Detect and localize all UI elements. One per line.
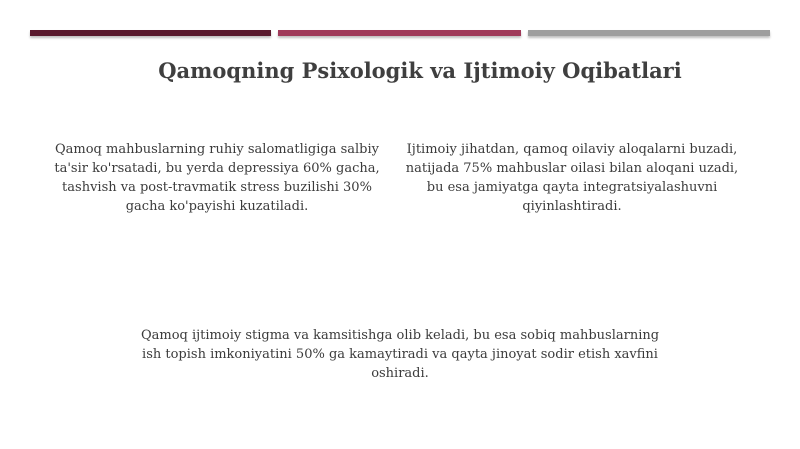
accent-bar-gray <box>528 30 770 36</box>
paragraph-psychological: Qamoq mahbuslarning ruhiy salomatligiga salbiy ta'sir ko'rsatadi, bu yerda depressiya 60% gacha, tashvish va post-travmatik stress buzilishi 30% gacha ko'payishi kuzatiladi. <box>54 142 380 214</box>
paragraph-social: Ijtimoiy jihatdan, qamoq oilaviy aloqalarni buzadi, natijada 75% mahbuslar oilasi bilan aloqani uzadi, bu esa jamiyatga qayta integratsiyalashuvni qiyinlashtiradi. <box>405 142 739 214</box>
decorative-top-bars <box>30 30 770 38</box>
slide-title: Qamoqning Psixologik va Ijtimoiy Oqibatlari <box>158 58 682 83</box>
accent-bar-magenta <box>278 30 521 36</box>
paragraph-stigma: Qamoq ijtimoiy stigma va kamsitishga olib keladi, bu esa sobiq mahbuslarning ish topish imkoniyatini 50% ga kamaytiradi va qayta jinoyat sodir etish xavfini oshiradi. <box>140 328 660 381</box>
accent-bar-dark <box>30 30 271 36</box>
